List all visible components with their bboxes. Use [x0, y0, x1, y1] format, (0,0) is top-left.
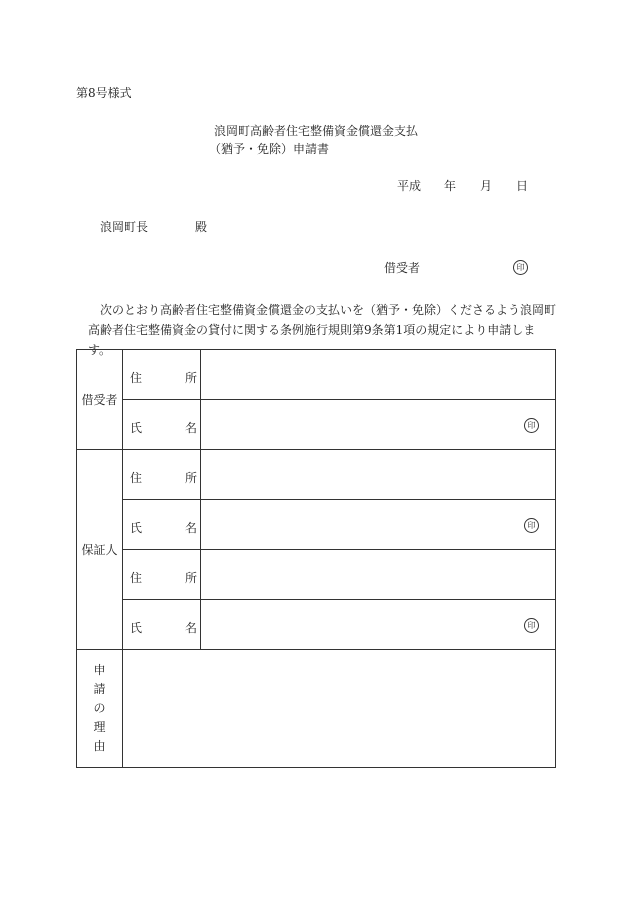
borrower-group-label: 借受者: [77, 350, 123, 450]
applicant-label: 借受者: [384, 261, 421, 275]
guarantor-name-label-2: [123, 600, 201, 650]
label-char: 住: [130, 471, 143, 485]
application-table: [76, 349, 556, 768]
guarantor-address-field-1[interactable]: [201, 450, 556, 500]
label-char: 住: [130, 571, 143, 585]
label-char: 住: [130, 371, 143, 385]
date-month-label: 月: [480, 179, 493, 193]
label-char: 所: [185, 471, 198, 485]
label-char: 名: [185, 621, 198, 635]
borrower-address-field[interactable]: [201, 350, 556, 400]
borrower-address-row: [77, 350, 556, 400]
reason-row: [77, 650, 556, 768]
reason-char: 由: [93, 739, 106, 753]
title-line-2: （猶予・免除）申請書: [209, 142, 330, 156]
applicant-seal-icon: 印: [513, 260, 528, 275]
label-char: 名: [185, 421, 198, 435]
date-day-label: 日: [516, 179, 529, 193]
date-era: 平成: [397, 179, 422, 193]
label-char: 氏: [130, 621, 143, 635]
guarantor-address-label-1: [123, 450, 201, 500]
label-char: 所: [185, 371, 198, 385]
reason-label: [77, 650, 123, 768]
guarantor-name-field-2[interactable]: [201, 600, 556, 650]
guarantor-name-row-1: [77, 500, 556, 550]
reason-char: の: [93, 701, 106, 715]
label-char: 名: [185, 521, 198, 535]
label-char: 氏: [130, 421, 143, 435]
guarantor-name-row-2: [77, 600, 556, 650]
borrower-name-label: [123, 400, 201, 450]
title-line-1: 浪岡町高齢者住宅整備資金償還金支払: [214, 124, 419, 138]
borrower-name-field[interactable]: [201, 400, 556, 450]
form-number: 第8号様式: [76, 86, 132, 100]
guarantor-group-label: 保証人: [77, 450, 123, 650]
guarantor-address-row-2: [77, 550, 556, 600]
borrower-seal-icon: 印: [524, 418, 539, 433]
guarantor-seal-icon-2: 印: [524, 618, 539, 633]
guarantor-seal-icon-1: 印: [524, 518, 539, 533]
addressee-name: 浪岡町長: [100, 220, 149, 234]
borrower-name-row: [77, 400, 556, 450]
reason-char: 申: [93, 663, 106, 677]
reason-field[interactable]: [123, 650, 556, 768]
reason-char: 請: [93, 682, 106, 696]
guarantor-name-label-1: [123, 500, 201, 550]
guarantor-name-field-1[interactable]: [201, 500, 556, 550]
label-char: 所: [185, 571, 198, 585]
date-year-label: 年: [444, 179, 457, 193]
body-text: 次のとおり高齢者住宅整備資金償還金の支払いを（猶予・免除）くださるよう浪岡町高齢者住宅整備資金の貸付に関する条例施行規則第9条第1項の規定により申請します。: [88, 303, 557, 357]
addressee-honorific: 殿: [195, 220, 208, 234]
reason-char: 理: [93, 720, 106, 734]
guarantor-address-field-2[interactable]: [201, 550, 556, 600]
label-char: 氏: [130, 521, 143, 535]
borrower-address-label: [123, 350, 201, 400]
guarantor-address-row-1: [77, 450, 556, 500]
guarantor-address-label-2: [123, 550, 201, 600]
